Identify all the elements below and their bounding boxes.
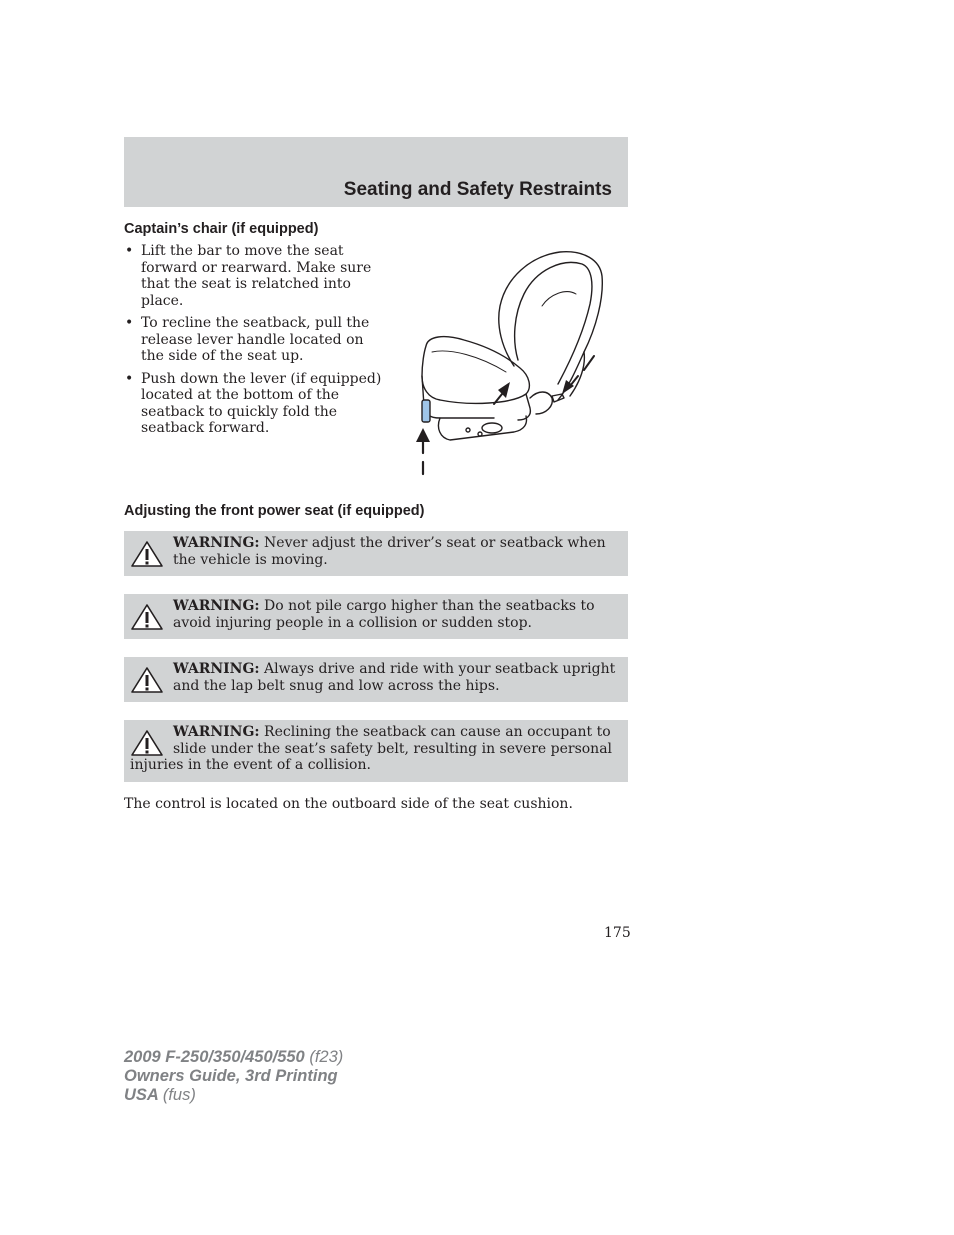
bullet-mark: • — [125, 315, 134, 331]
footer-line-1 — [124, 1048, 343, 1067]
footer-model: 2009 F-250/350/450/550 — [124, 1048, 305, 1066]
warning-label: WARNING: — [173, 661, 260, 677]
warning-triangle-icon — [130, 729, 164, 757]
warning-box — [124, 594, 628, 639]
warning-box — [124, 720, 628, 782]
warning-triangle-icon — [130, 540, 164, 568]
footer-line-3 — [124, 1086, 343, 1105]
control-location-text: The control is located on the outboard side of the seat cushion. — [124, 796, 573, 812]
captains-chair-heading: Captain’s chair (if equipped) — [124, 221, 319, 237]
list-item — [124, 315, 384, 365]
list-item — [124, 243, 384, 309]
warning-triangle-icon — [130, 603, 164, 631]
footer-market: USA — [124, 1086, 159, 1104]
footer-model-code: (f23) — [309, 1048, 344, 1066]
warning-text: Do not pile cargo higher than the seatbacks to avoid injuring people in a collision or sudden stop. — [173, 598, 595, 631]
power-seat-heading: Adjusting the front power seat (if equipped) — [124, 503, 425, 519]
bullet-mark: • — [125, 370, 134, 387]
bullet-text: Lift the bar to move the seat forward or rearward. Make sure that the seat is relatched into place. — [141, 243, 372, 309]
warning-triangle-icon — [130, 666, 164, 694]
warning-label: WARNING: — [173, 535, 260, 551]
footer-market-code: (fus) — [162, 1086, 196, 1104]
bullet-text: To recline the seatback, pull the release lever handle located on the side of the seat up. — [141, 315, 370, 364]
warning-text: Always drive and ride with your seatback upright and the lap belt snug and low across the hips. — [173, 661, 616, 694]
warning-box — [124, 657, 628, 702]
warning-box — [124, 531, 628, 576]
warning-text: Reclining the seatback can cause an occupant to slide under the seat’s safety belt, resulting in severe personal injuries in the event of a collision. — [130, 724, 613, 773]
warning-label: WARNING: — [173, 598, 260, 614]
page-number: 175 — [604, 925, 631, 941]
warning-text: Never adjust the driver’s seat or seatback when the vehicle is moving. — [173, 535, 606, 568]
section-header-band — [124, 137, 628, 207]
bullet-mark: • — [125, 243, 134, 259]
bullet-text: Push down the lever (if equipped) located at the bottom of the seatback to quickly fold the seatback forward. — [141, 370, 382, 436]
section-title: Seating and Safety Restraints — [343, 179, 612, 200]
list-item — [124, 371, 384, 437]
document-footer — [124, 1048, 343, 1105]
captains-chair-bullet-list — [124, 243, 384, 443]
captains-chair-illustration — [410, 248, 610, 480]
warning-label: WARNING: — [173, 724, 260, 740]
footer-line-2: Owners Guide, 3rd Printing — [124, 1067, 338, 1085]
